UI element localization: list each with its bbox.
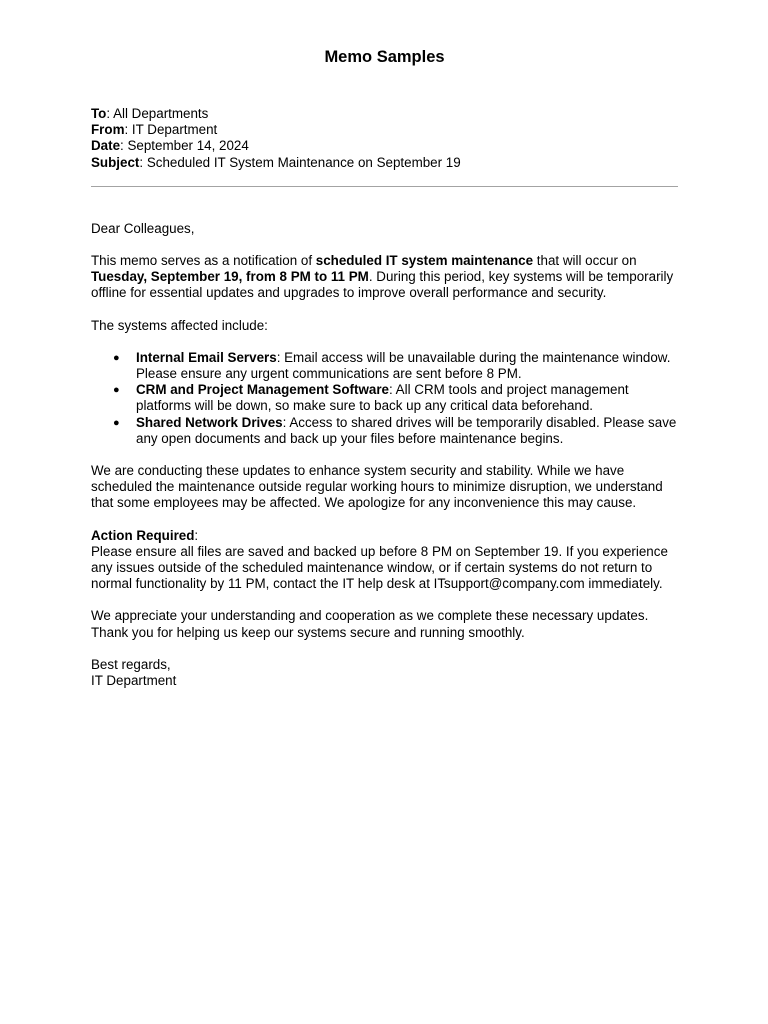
action-section: [91, 528, 678, 593]
closing-block: [91, 657, 678, 689]
action-text: Please ensure all files are saved and backed up before 8 PM on September 19. If you experience any issues outside of the scheduled maintenance window, or if certain systems do not return to normal functionality by 11 PM, contact the IT help desk at ITsupport@company.com immediately.: [91, 543, 668, 592]
date-line: [91, 138, 678, 154]
appreciation-paragraph: We appreciate your understanding and cooperation as we complete these necessary updates. Thank you for helping us keep our systems secure and running smoothly.: [91, 608, 649, 640]
list-item: [113, 414, 678, 447]
bullet-icon: ●: [113, 351, 120, 364]
list-item-label: Internal Email Servers: [136, 349, 277, 365]
intro-bold-2: Tuesday, September 19, from 8 PM to 11 PM: [91, 269, 369, 285]
to-line: [91, 106, 678, 122]
greeting: Dear Colleagues,: [91, 220, 195, 236]
list-item-label: Shared Network Drives: [136, 414, 283, 430]
action-colon: :: [194, 527, 199, 543]
header-divider: [91, 186, 678, 187]
affected-systems-list: [91, 350, 678, 447]
from-value: : IT Department: [124, 122, 218, 138]
list-item-text: : Access to shared drives will be temporarily disabled. Please save any open documents and back up your files before maintenance begins.: [136, 414, 677, 446]
signature-line: IT Department: [91, 673, 177, 689]
list-item-text: : All CRM tools and project management platforms will be down, so make sure to back up any critical data beforehand.: [136, 382, 629, 414]
intro-text-1: This memo serves as a notification of: [91, 253, 316, 269]
intro-bold-1: scheduled IT system maintenance: [315, 253, 534, 269]
subject-line: [91, 155, 678, 171]
bullet-icon: ●: [113, 384, 120, 397]
memo-header: [91, 106, 678, 171]
action-heading-line: [91, 528, 678, 544]
closing-line: Best regards,: [91, 656, 171, 672]
list-item-text: : Email access will be unavailable during the maintenance window. Please ensure any urgent communications are sent before 8 PM.: [136, 349, 671, 382]
from-line: [91, 122, 678, 138]
date-label: Date: [91, 138, 121, 154]
to-value: : All Departments: [106, 106, 209, 121]
intro-text-3: . During this period, key systems will be temporarily offline for essential updates and upgrades to improve overall performance and security.: [91, 269, 674, 301]
from-label: From: [91, 122, 125, 138]
date-value: : September 14, 2024: [120, 138, 249, 154]
list-item: [113, 349, 678, 382]
intro-text-2: that will occur on: [533, 253, 637, 269]
list-item: [113, 382, 678, 414]
list-item-label: CRM and Project Management Software: [136, 382, 389, 398]
action-heading: Action Required: [91, 527, 195, 543]
subject-label: Subject: [91, 154, 140, 170]
subject-value: : Scheduled IT System Maintenance on September 19: [139, 154, 461, 170]
bullet-icon: ●: [113, 416, 120, 429]
systems-intro: The systems affected include:: [91, 317, 268, 333]
page-title: Memo Samples: [324, 48, 445, 66]
intro-paragraph: [91, 253, 678, 302]
conducting-paragraph: We are conducting these updates to enhance system security and stability. While we have scheduled the maintenance outside regular working hours to minimize disruption, we understand that some employees may be affected. We apologize for any inconvenience this may cause.: [91, 463, 663, 511]
to-label: To: [91, 106, 107, 121]
